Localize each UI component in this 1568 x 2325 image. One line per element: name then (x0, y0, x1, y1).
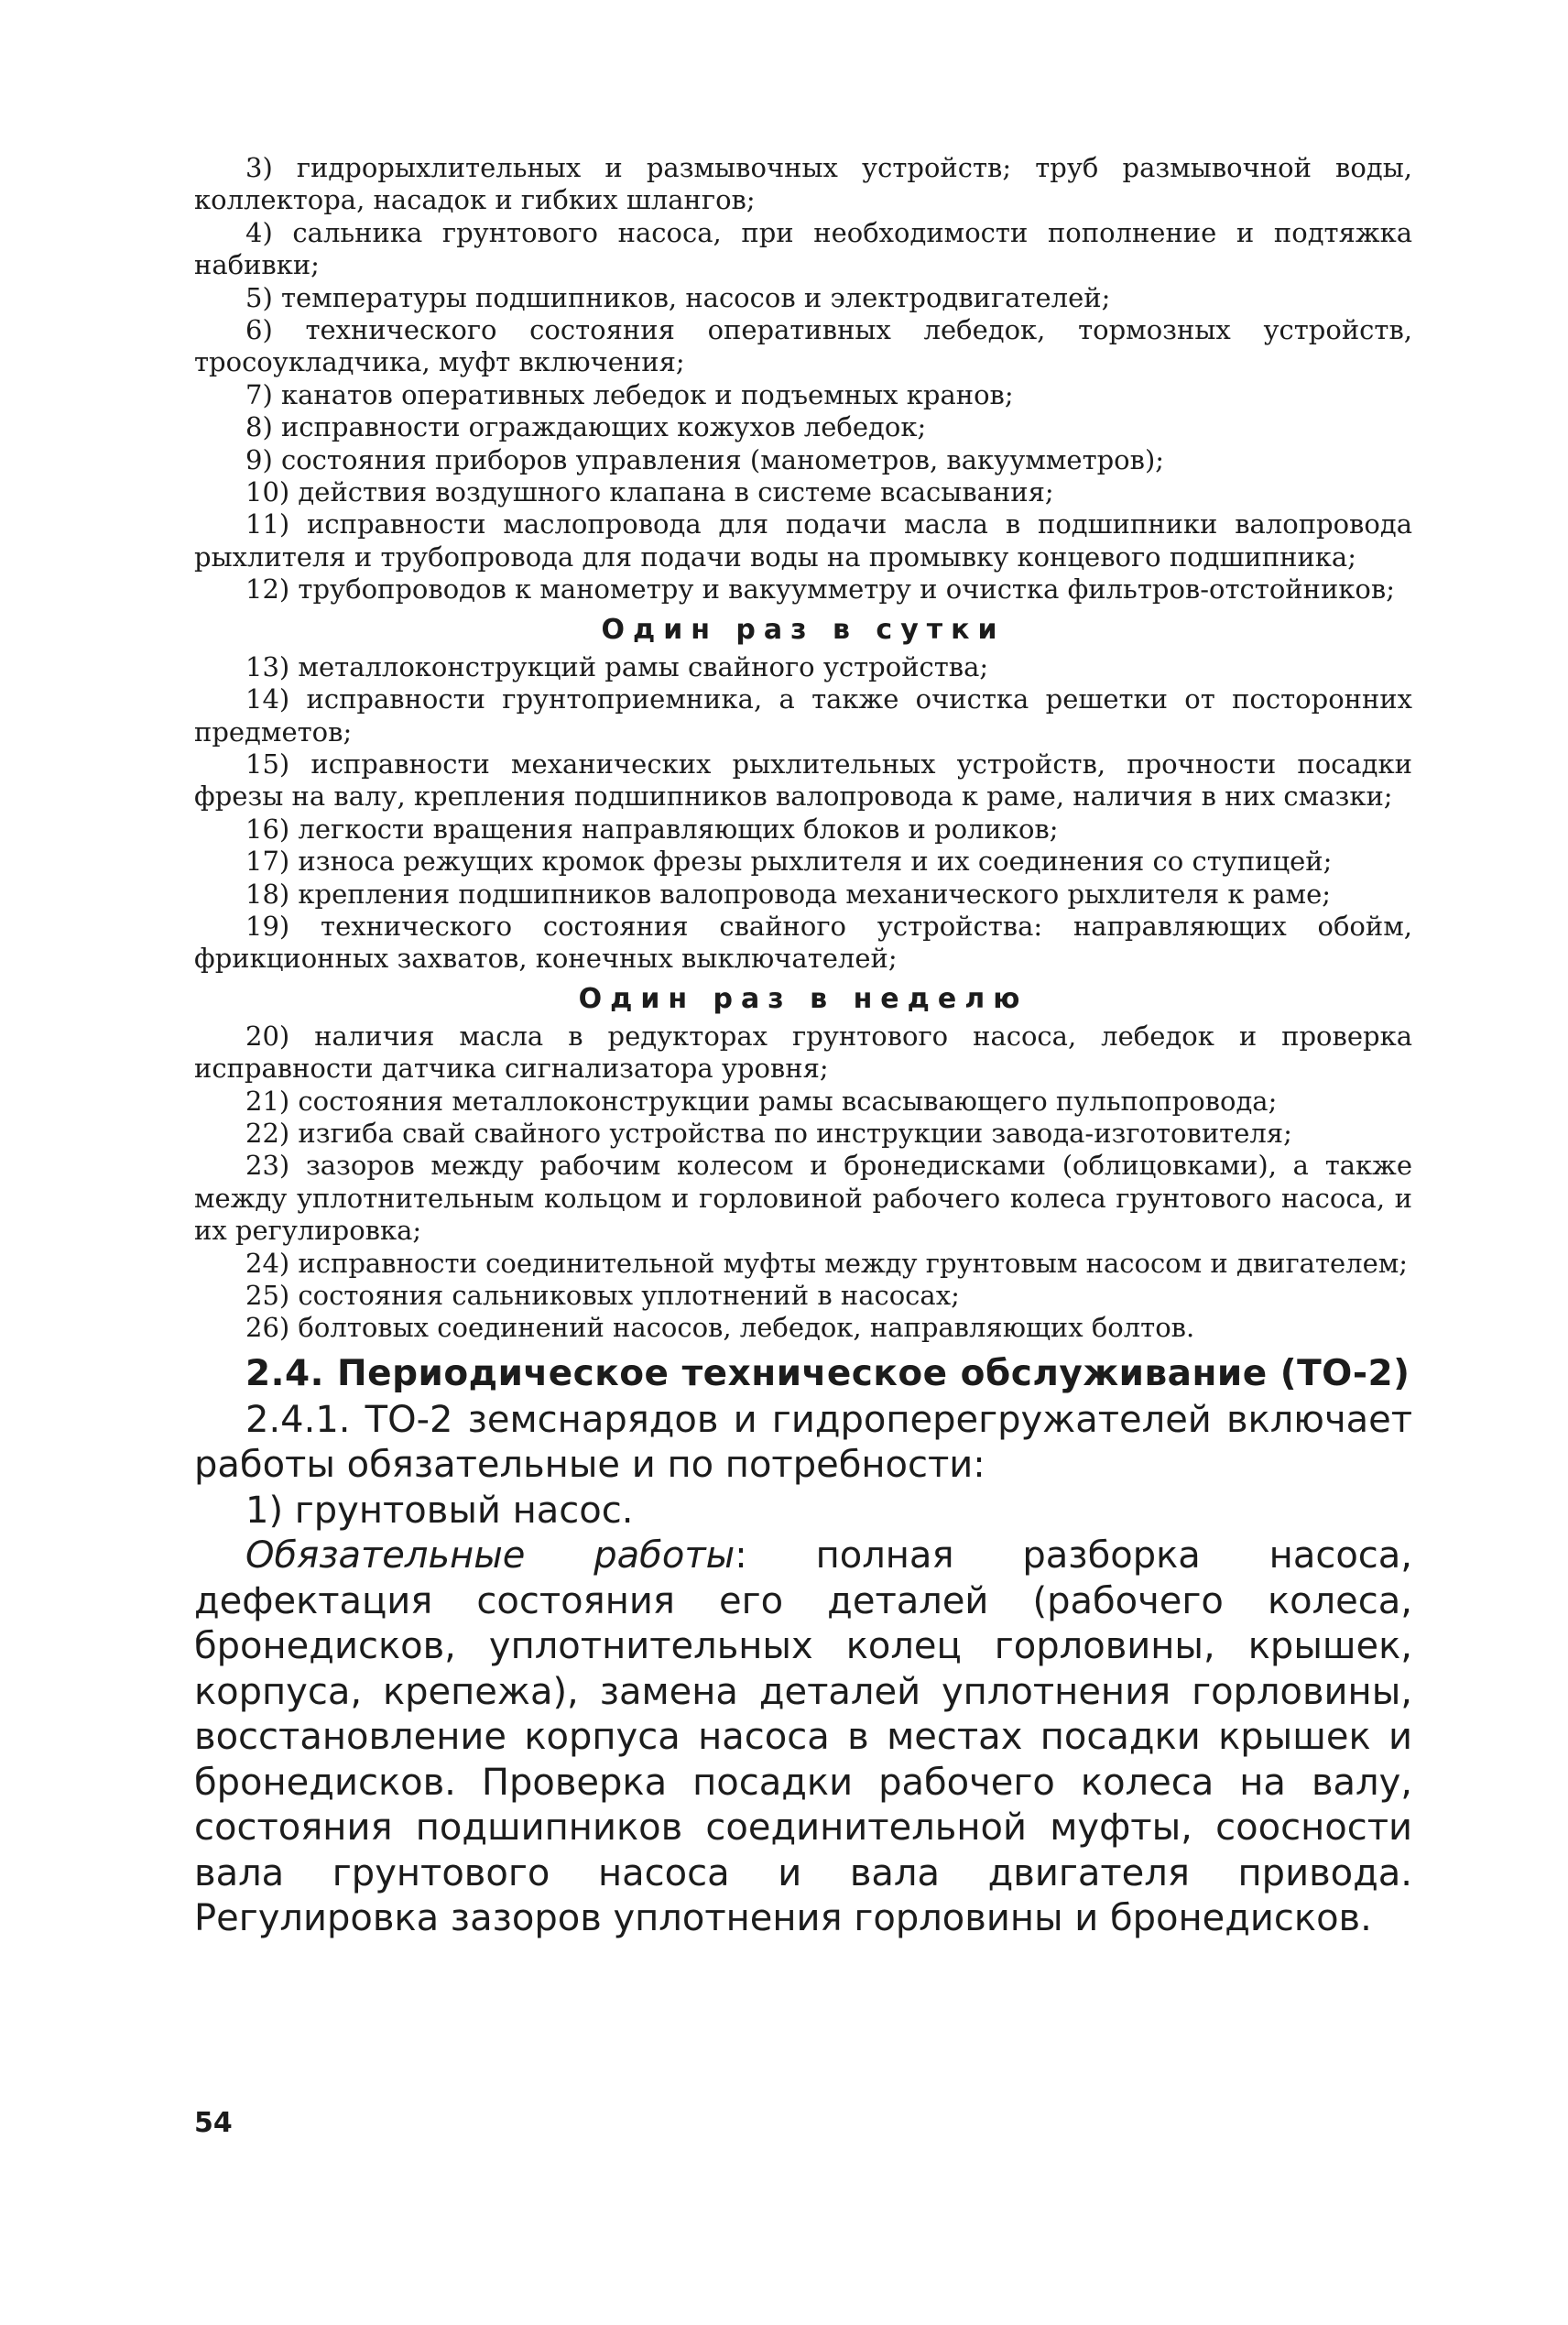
list-item: 4) сальника грунтового насоса, при необходимости пополнение и подтяжка набивки; (194, 216, 1412, 281)
paragraph-2-4-1: 2.4.1. ТО-2 земснарядов и гидроперегружателей включает работы обязательные и по потребности: (194, 1398, 1412, 1487)
once-per-day-list (194, 651, 1412, 976)
mandatory-works-label: Обязательные работы (245, 1534, 735, 1577)
heading-once-per-day: Один раз в сутки (601, 613, 1006, 646)
list-item: 19) технического состояния свайного устройства: направляющих обойм, фрикционных захватов, конечных выключателей; (194, 910, 1412, 975)
list-item: 21) состояния металлоконструкции рамы всасывающего пульпопровода; (245, 1085, 1278, 1117)
mandatory-works-paragraph (194, 1534, 1412, 1942)
list-item: 11) исправности маслопровода для подачи масла в подшипники валопровода рыхлителя и трубопровода для подачи воды на промывку концевого подшипника; (194, 508, 1412, 573)
list-item: 8) исправности ограждающих кожухов лебедок; (245, 411, 927, 443)
daily-checks-list (194, 152, 1412, 606)
once-per-week-list (194, 1021, 1412, 1345)
list-item: 12) трубопроводов к манометру и вакуумметру и очистка фильтров-отстойников; (245, 573, 1395, 606)
list-item: 13) металлоконструкций рамы свайного устройства; (245, 650, 989, 682)
list-item: 23) зазоров между рабочим колесом и бронедисками (облицовками), а также между уплотнительным кольцом и горловиной рабочего колеса грунтового насоса, и их регулировка; (194, 1150, 1412, 1247)
list-item: 18) крепления подшипников валопровода механического рыхлителя к раме; (245, 878, 1332, 910)
list-item: 6) технического состояния оперативных лебедок, тормозных устройств, тросоукладчика, муфт включения; (194, 314, 1412, 378)
list-item: 3) гидрорыхлительных и размывочных устройств; труб размывочной воды, коллектора, насадок и гибких шлангов; (194, 152, 1412, 216)
mandatory-works-text: : полная разборка насоса, дефектация состояния его деталей (рабочего колеса, бронедисков, уплотнительных колец горловины, крышек, корпуса, крепежа), замена деталей уплотнения горловины, восстановление корпуса насоса в местах посадки крышек и бронедисков. Проверка посадки рабочего колеса на валу, состояния подшипников соединительной муфты, соосности вала грунтового насоса и вала двигателя привода. Регулировка зазоров уплотнения горловины и бронедисков. (194, 1534, 1413, 1940)
list-item: 20) наличия масла в редукторах грунтового насоса, лебедок и проверка исправности датчика сигнализатора уровня; (194, 1020, 1412, 1085)
list-item: 9) состояния приборов управления (манометров, вакуумметров); (245, 443, 1165, 475)
list-item: 24) исправности соединительной муфты между грунтовым насосом и двигателем; (245, 1247, 1409, 1279)
list-item: 14) исправности грунтоприемника, а также очистка решетки от посторонних предметов; (194, 683, 1412, 748)
item-pump: 1) грунтовый насос. (245, 1489, 634, 1532)
heading-once-per-week: Один раз в неделю (578, 982, 1029, 1015)
list-item: 16) легкости вращения направляющих блоков и роликов; (245, 813, 1059, 845)
list-item: 10) действия воздушного клапана в системе всасывания; (245, 476, 1054, 508)
document-page (194, 152, 1412, 1942)
list-item: 17) износа режущих кромок фрезы рыхлителя и их соединения со ступицей; (245, 846, 1333, 878)
section-title: 2.4. Периодическое техническое обслуживание (ТО-2) (245, 1352, 1410, 1394)
list-item: 7) канатов оперативных лебедок и подъемных кранов; (245, 378, 1014, 410)
section-body (194, 1398, 1412, 1942)
list-item: 15) исправности механических рыхлительных устройств, прочности посадки фрезы на валу, крепления подшипников валопровода к раме, наличия в них смазки; (194, 748, 1412, 813)
list-item: 26) болтовых соединений насосов, лебедок, направляющих болтов. (245, 1312, 1195, 1344)
list-item: 5) температуры подшипников, насосов и электродвигателей; (245, 281, 1111, 313)
list-item: 22) изгиба свай свайного устройства по инструкции завода-изготовителя; (245, 1117, 1292, 1149)
list-item: 25) состояния сальниковых уплотнений в насосах; (245, 1280, 960, 1311)
page-number: 54 (194, 2107, 233, 2139)
